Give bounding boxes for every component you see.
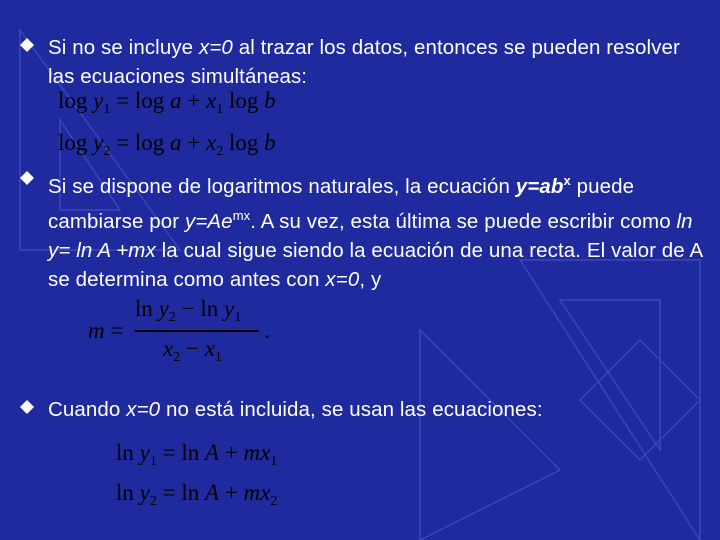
diamond-bullet-icon (20, 400, 34, 414)
bullet-item-1 (20, 33, 710, 91)
deco-triangle-bottom (420, 330, 560, 540)
diamond-bullet-icon (20, 38, 34, 52)
equation-ln-y1: $\ln y_1 = \ln A + mx_1$ (116, 440, 278, 469)
bullet-1-text: Si no se incluye x=0 al trazar los datos, entonces se pueden resolver las ecuaciones simultáneas: (48, 36, 680, 88)
bullet-item-3 (20, 395, 710, 424)
bullet-item-2 (20, 166, 710, 294)
slope-numerator: $\ln y_2 - \ln y_1$ (135, 296, 242, 325)
slope-denominator: $x_2 - x_1$ (163, 336, 222, 365)
equation-ln-y2: $\ln y_2 = \ln A + mx_2$ (116, 480, 278, 509)
bullet-2-text: Si se dispone de logaritmos naturales, la ecuación $y=ab^x$ puede cambiarse por $y=Ae^{mx}$. A su vez, esta última se puede escribir como ln y= ln A +mx la cual sigue siendo la ecuación de una recta. El valor de A se determina como antes con x=0, y (48, 173, 703, 291)
bullet-3-text: Cuando x=0 no está incluida, se usan las ecuaciones: (48, 398, 543, 421)
equation-log-y2: $\log y_2 = \log a + x_2$ log b (58, 130, 276, 159)
fraction-bar (135, 330, 259, 332)
diamond-bullet-icon (20, 171, 34, 185)
equation-slope-m: m = $\ln y_2 - \ln y_1$ $x_2 - x_1$ . (88, 296, 270, 365)
equation-log-y1: $\log y_1 = \log a + x_1$ log b (58, 88, 276, 117)
deco-triangle-right-inner (560, 300, 660, 450)
